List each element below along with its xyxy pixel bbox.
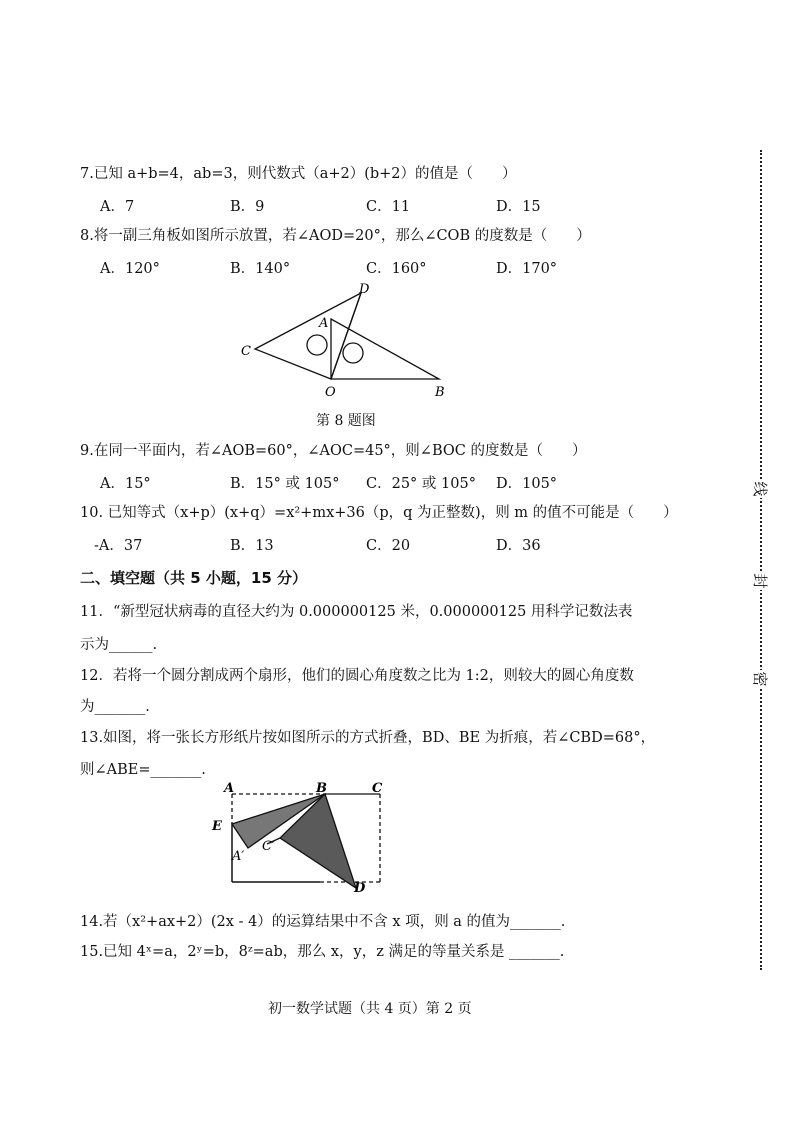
q7-option-d: D．15 bbox=[496, 199, 541, 215]
question-11-line2: 示为______. bbox=[80, 637, 158, 653]
question-14: 14.若（x²+ax+2）(2x - 4）的运算结果中不含 x 项，则 a 的值为_______. bbox=[80, 914, 566, 930]
q8-option-c: C．160° bbox=[366, 261, 427, 277]
q10-option-d: D．36 bbox=[496, 538, 541, 554]
fig13-label-c-prime: C′ bbox=[262, 839, 275, 854]
q9-option-b: B．15° 或 105° bbox=[230, 476, 340, 492]
page-footer: 初一数学试题（共 4 页）第 2 页 bbox=[268, 1001, 472, 1017]
question-15: 15.已知 4ˣ=a，2ʸ=b，8ᶻ=ab，那么 x，y，z 满足的等量关系是 _______. bbox=[80, 944, 565, 960]
q10-option-c: C．20 bbox=[366, 538, 411, 554]
fig8-label-d: D bbox=[359, 283, 370, 297]
fig13-label-a: A bbox=[224, 781, 235, 796]
question-13-figure bbox=[210, 778, 410, 896]
q9-option-a: A．15° bbox=[100, 476, 151, 492]
fig13-label-e: E bbox=[212, 819, 222, 834]
section-2-title: 二、填空题（共 5 小题，15 分） bbox=[80, 569, 307, 587]
question-13-line2: 则∠ABE=_______. bbox=[80, 762, 206, 778]
q10-option-a: -A．37 bbox=[94, 538, 143, 554]
q8-option-a: A．120° bbox=[100, 261, 160, 277]
fig8-label-b: B bbox=[435, 385, 445, 400]
question-8-options bbox=[100, 257, 700, 277]
q7-option-a: A．7 bbox=[100, 199, 135, 215]
question-12-line2: 为_______. bbox=[80, 699, 150, 715]
hole-right bbox=[343, 343, 363, 363]
q7-option-b: B．9 bbox=[230, 199, 265, 215]
fig8-label-a: A bbox=[319, 316, 329, 331]
question-9-options bbox=[100, 472, 700, 492]
question-11-line1: 11．“新型冠状病毒的直径大约为 0.000000125 米，0.000000125 用科学记数法表 bbox=[80, 604, 633, 620]
question-12-line1: 12．若将一个圆分割成两个扇形，他们的圆心角度数之比为 1:2，则较大的圆心角度数 bbox=[80, 668, 634, 684]
q8-option-d: D．170° bbox=[496, 261, 558, 277]
fig13-label-a-prime: A′ bbox=[232, 849, 245, 864]
question-8: 8.将一副三角板如图所示放置，若∠AOD=20°，那么∠COB 的度数是（ ） bbox=[80, 228, 591, 244]
seal-char-mi: 密 bbox=[751, 671, 769, 687]
fig8-label-c: C bbox=[241, 344, 251, 359]
binding-seam-dotted-line bbox=[760, 150, 762, 970]
figure-8-caption: 第 8 题图 bbox=[316, 413, 376, 429]
question-7: 7.已知 a+b=4，ab=3，则代数式（a+2）(b+2）的值是（ ） bbox=[80, 166, 517, 182]
q9-option-c: C．25° 或 105° bbox=[366, 476, 476, 492]
q10-option-b: B．13 bbox=[230, 538, 274, 554]
question-10: 10. 已知等式（x+p）(x+q）=x²+mx+36（p，q 为正整数)，则 m 的值不可能是（ ） bbox=[80, 505, 678, 521]
question-7-options bbox=[100, 195, 700, 215]
question-13-line1: 13.如图，将一张长方形纸片按如图所示的方式折叠，BD、BE 为折痕，若∠CBD=68°， bbox=[80, 730, 656, 746]
fig13-label-d: D bbox=[354, 881, 366, 896]
question-9: 9.在同一平面内，若∠AOB=60°，∠AOC=45°，则∠BOC 的度数是（ ） bbox=[80, 443, 587, 459]
seal-char-xian: 线 bbox=[751, 481, 769, 497]
triangle-30-60 bbox=[331, 319, 439, 379]
q7-option-c: C．11 bbox=[366, 199, 411, 215]
fig13-label-b: B bbox=[316, 781, 327, 796]
seal-char-feng: 封 bbox=[751, 573, 769, 589]
fig13-label-c: C bbox=[372, 781, 383, 796]
hole-left bbox=[307, 335, 327, 355]
fig8-label-o: O bbox=[325, 385, 336, 400]
question-10-options bbox=[94, 534, 700, 554]
q8-option-b: B．140° bbox=[230, 261, 291, 277]
question-8-figure bbox=[235, 283, 475, 403]
q9-option-d: D．105° bbox=[496, 476, 558, 492]
triangle-45 bbox=[255, 293, 361, 379]
